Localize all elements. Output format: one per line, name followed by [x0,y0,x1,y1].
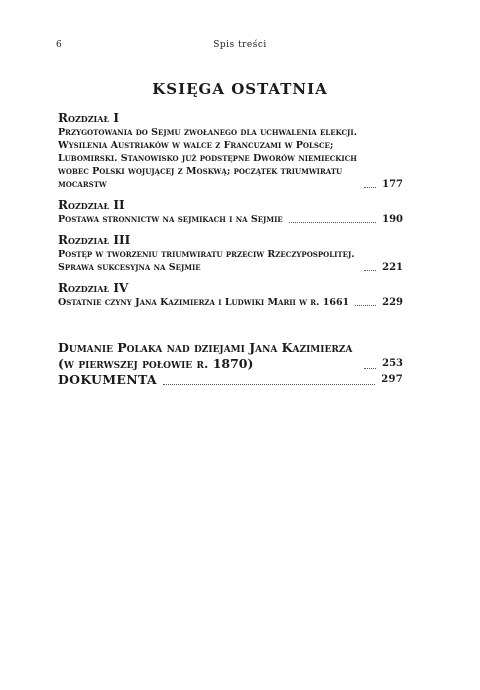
book-title: KSIĘGA OSTATNIA [152,80,328,98]
chapter-4 [58,281,403,309]
section-spacer [58,316,403,340]
chapter-2 [58,198,403,226]
toc-entry[interactable] [58,126,403,191]
chapter-label: Rozdział III [58,233,131,247]
entry-page: 190 [382,214,403,225]
leader-dots [163,384,375,385]
entry-page: 253 [382,358,403,369]
leader-dots [289,222,376,223]
chapter-label: Rozdział I [58,111,119,125]
toc-entry[interactable] [58,213,403,226]
appendix-entry-dumanie[interactable] [58,340,403,372]
entry-text: Postęp w tworzeniu triumwiratu przeciw Rzeczypospolitej. Sprawa sukcesyjna na Sejmie [58,249,355,273]
entry-page: 221 [382,262,403,273]
entry-page: 177 [382,179,403,190]
chapter-label: Rozdział IV [58,281,129,295]
chapter-1 [58,111,403,191]
entry-text: Dumanie Polaka nad dziejami Jana Kazimierza (w pierwszej połowie r. 1870) [58,340,353,371]
chapter-label: Rozdział II [58,198,125,212]
leader-dots [364,368,376,369]
entry-page: 297 [381,374,403,385]
entry-page: 229 [382,297,403,308]
leader-dots [355,305,376,306]
table-of-contents [58,111,403,388]
entry-text: Przygotowania do Sejmu zwołanego dla uchwalenia elekcji. Wysilenia Austriaków w walce z Francuzami w Polsce; Lubomirski. Stanowisko już podstępne Dworów niemieckich wobec Polski wojującej z Moskwą; początek triumwiratu mocarstw [58,127,357,190]
chapter-3 [58,233,403,274]
entry-text: Postawa stronnictw na sejmikach i na Sejmie [58,214,283,225]
running-head: Spis treści [213,40,267,50]
entry-text: DOKUMENTA [58,372,157,387]
appendix-entry-dokumenta[interactable] [58,372,403,388]
entry-text: Ostatnie czyny Jana Kazimierza i Ludwiki Marii w r. 1661 [58,297,350,308]
leader-dots [364,187,376,188]
toc-entry[interactable] [58,296,403,309]
toc-entry[interactable] [58,248,403,274]
page-number: 6 [56,40,62,50]
leader-dots [364,270,376,271]
